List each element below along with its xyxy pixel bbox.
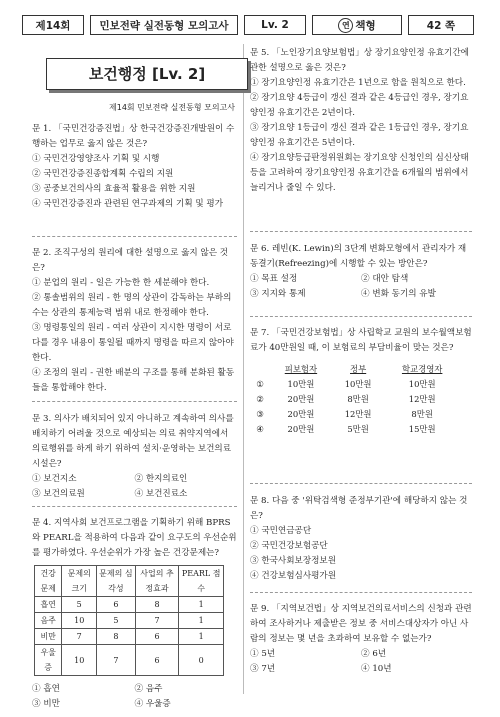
table-cell: 1 — [179, 613, 224, 629]
table-cell: 12만원 — [344, 409, 372, 419]
table-header-row — [250, 362, 460, 377]
table-cell: 20만원 — [287, 394, 315, 404]
table-header: 정부 — [350, 364, 367, 374]
question-stem: 문 4. 지역사회 보건프로그램을 기획하기 위해 BPRS와 PEARL을 적용하여 다음과 같이 요구도의 우선순위를 평가하였다. 우선순위가 가장 높은 건강문제는? — [32, 518, 237, 558]
subject-title: 보건행정 [Lv. 2] — [46, 58, 248, 90]
burden-table — [250, 362, 460, 437]
table-header: 문제의 크기 — [62, 566, 97, 597]
question-6 — [250, 242, 472, 302]
left-column — [32, 46, 237, 709]
table-cell: 8만원 — [347, 394, 369, 404]
option[interactable]: ① 보건지소 — [32, 474, 77, 484]
question-2 — [32, 246, 237, 396]
table-row — [35, 613, 224, 629]
option[interactable]: ② 음주 — [134, 684, 163, 694]
table-header: 사업의 추정효과 — [135, 566, 179, 597]
table-row[interactable] — [250, 392, 460, 407]
option[interactable]: ③ 공중보건의사의 효율적 활용을 위한 지원 — [32, 184, 196, 194]
table-cell: 5만원 — [347, 424, 369, 434]
table-cell: 1 — [179, 629, 224, 645]
table-header-row — [35, 566, 224, 597]
table-cell: 8 — [135, 597, 179, 613]
option[interactable]: ② 통솔범위의 원리 - 한 명의 상관이 감독하는 부하의 수는 상관의 통제능력 범위 내로 한정해야 한다. — [32, 293, 232, 318]
option[interactable]: ④ 변화 동기의 유발 — [361, 289, 436, 299]
table-cell: 5 — [97, 613, 136, 629]
question-stem: 문 5. 「노인장기요양보험법」상 장기요양인정 유효기간에 관한 설명으로 옳은 것은? — [250, 48, 469, 73]
option[interactable]: ④ 조정의 원리 - 권한 배분의 구조를 통해 분화된 활동들을 통합해야 한다. — [32, 368, 235, 393]
column-divider — [243, 44, 244, 694]
question-separator — [250, 483, 472, 484]
booklet-circle-mark: 연 — [338, 18, 353, 33]
option[interactable]: ③ 한국사회보장정보원 — [250, 556, 337, 566]
table-cell: 0 — [179, 645, 224, 676]
option[interactable]: ② 국민건강증진종합계획 수립의 지원 — [32, 169, 174, 179]
question-1 — [32, 122, 237, 212]
option[interactable]: ① 장기요양인정 유효기간은 1년으로 함을 원칙으로 한다. — [250, 78, 466, 88]
table-cell: 15만원 — [408, 424, 436, 434]
table-row — [35, 597, 224, 613]
question-4 — [32, 516, 237, 712]
table-cell: 10 — [62, 645, 97, 676]
table-cell: 12만원 — [408, 394, 436, 404]
table-row[interactable] — [250, 377, 460, 392]
table-cell: 5 — [62, 597, 97, 613]
table-cell: 흡연 — [35, 597, 62, 613]
question-separator — [250, 592, 472, 593]
table-cell: 6 — [135, 645, 179, 676]
option[interactable]: ④ 건강보험심사평가원 — [250, 571, 337, 581]
question-stem: 문 6. 레빈(K. Lewin)의 3단계 변화모형에서 관리자가 재동결기(Refreezing)에 시행할 수 있는 방안은? — [250, 244, 467, 269]
table-cell: 음주 — [35, 613, 62, 629]
option[interactable]: ④ 장기요양등급판정위원회는 장기요양 신청인의 심신상태 등을 고려하여 장기요양인정 유효기간을 6개월의 범위에서 늘리거나 줄일 수 있다. — [250, 153, 469, 193]
table-cell: 6 — [135, 629, 179, 645]
table-cell: 7 — [62, 629, 97, 645]
question-9 — [250, 602, 472, 677]
table-cell: ② — [256, 394, 264, 404]
option[interactable]: ① 국민건강영양조사 기획 및 시행 — [32, 154, 160, 164]
question-stem: 문 8. 다음 중 '위탁검색형 준정부기관'에 해당하지 않는 것은? — [250, 496, 468, 521]
question-stem: 문 7. 「국민건강보험법」상 사립학교 교원의 보수월액보험료가 40만원일 때, 이 보험료의 부담비율이 맞는 것은? — [250, 328, 472, 353]
option[interactable]: ② 장기요양 4등급이 갱신 결과 같은 4등급인 경우, 장기요양인정 유효기간은 2년이다. — [250, 93, 469, 118]
option[interactable]: ④ 국민건강증진과 관련된 연구과제의 기획 및 평가 — [32, 199, 224, 209]
right-column — [250, 46, 472, 696]
table-header: 학교경영자 — [401, 364, 443, 374]
table-cell: 비만 — [35, 629, 62, 645]
table-header: PEARL 점수 — [179, 566, 224, 597]
question-stem: 문 1. 「국민건강증진법」상 한국건강증진개발원이 수행하는 업무로 옳지 않은 것은? — [32, 124, 235, 149]
table-cell: ③ — [256, 409, 264, 419]
table-cell: 20만원 — [287, 409, 315, 419]
priority-table — [34, 565, 224, 676]
booklet-type — [312, 15, 402, 35]
option[interactable]: ① 목표 설정 — [250, 274, 298, 284]
table-cell: 10만원 — [344, 379, 372, 389]
table-cell: 10만원 — [408, 379, 436, 389]
table-row[interactable] — [250, 407, 460, 422]
table-header: 문제의 심각성 — [97, 566, 136, 597]
table-header: 건강문제 — [35, 566, 62, 597]
table-cell: 7 — [97, 645, 136, 676]
table-header: 피보험자 — [284, 364, 318, 374]
table-cell: 10 — [62, 613, 97, 629]
option[interactable]: ② 대안 탐색 — [361, 274, 409, 284]
table-cell: 우울증 — [35, 645, 62, 676]
question-stem: 문 9. 「지역보건법」상 지역보건의료서비스의 신청과 관련하여 조사하거나 제출받은 정보 중 서비스대상자가 아닌 사람의 정보는 몇 년을 초과하여 보유할 수 없는가? — [250, 604, 472, 644]
table-header — [250, 362, 270, 377]
option[interactable]: ① 5년 — [250, 649, 276, 659]
question-separator — [32, 506, 237, 507]
exam-series: 민보전략 실전동형 모의고사 — [90, 15, 238, 35]
table-row — [35, 629, 224, 645]
option[interactable]: ② 6년 — [361, 649, 387, 659]
option[interactable]: ③ 비만 — [32, 699, 60, 709]
option[interactable]: ① 분업의 원리 - 일은 가능한 한 세분해야 한다. — [32, 278, 210, 288]
option[interactable]: ④ 10년 — [361, 664, 392, 674]
question-separator — [32, 401, 237, 402]
option[interactable]: ① 국민연금공단 — [250, 526, 312, 536]
option[interactable]: ③ 명령통일의 원리 - 여러 상관이 지시한 명령이 서로 다를 경우 내용이 통일될 때까지 명령을 따르지 않아야 한다. — [32, 323, 234, 363]
option[interactable]: ③ 지지와 통제 — [250, 289, 306, 299]
option[interactable]: ③ 7년 — [250, 664, 276, 674]
table-cell: 7 — [135, 613, 179, 629]
question-separator — [32, 236, 237, 237]
exam-header — [22, 15, 477, 37]
table-cell: ① — [256, 379, 264, 389]
question-stem: 문 3. 의사가 배치되어 있지 아니하고 계속하여 의사를 배치하기 어려울 것으로 예상되는 의료 취약지역에서 의료행위를 하게 하기 위하여 설치·운영하는 보건의료시설은? — [32, 414, 234, 469]
option[interactable]: ③ 장기요양 1등급이 갱신 결과 같은 1등급인 경우, 장기요양인정 유효기간은 5년이다. — [250, 123, 469, 148]
question-5 — [250, 46, 472, 196]
question-3 — [32, 412, 237, 502]
exam-round: 제14회 — [22, 15, 84, 35]
table-row[interactable] — [250, 422, 460, 437]
question-separator — [250, 231, 472, 232]
question-8 — [250, 494, 472, 584]
option[interactable]: ③ 보건의료원 — [32, 489, 85, 499]
question-stem: 문 2. 조직구성의 원리에 대한 설명으로 옳지 않은 것은? — [32, 248, 229, 273]
exam-subtitle: 제14회 민보전략 실전동형 모의고사 — [109, 103, 235, 112]
table-row — [35, 645, 224, 676]
table-cell: ④ — [256, 424, 264, 434]
booklet-label: 책형 — [355, 19, 376, 32]
exam-level: Lv. 2 — [244, 15, 306, 35]
table-cell: 1 — [179, 597, 224, 613]
page-number: 42 쪽 — [408, 15, 474, 35]
option[interactable]: ④ 우울증 — [134, 699, 171, 709]
table-cell: 6 — [97, 597, 136, 613]
option[interactable]: ① 흡연 — [32, 684, 60, 694]
question-7 — [250, 326, 472, 437]
option[interactable]: ② 한지의료인 — [134, 474, 188, 484]
table-cell: 20만원 — [287, 424, 315, 434]
table-cell: 8만원 — [411, 409, 433, 419]
option[interactable]: ② 국민건강보험공단 — [250, 541, 328, 551]
table-cell: 10만원 — [287, 379, 315, 389]
table-cell: 8 — [97, 629, 136, 645]
option[interactable]: ④ 보건진료소 — [134, 489, 188, 499]
question-separator — [250, 316, 472, 317]
